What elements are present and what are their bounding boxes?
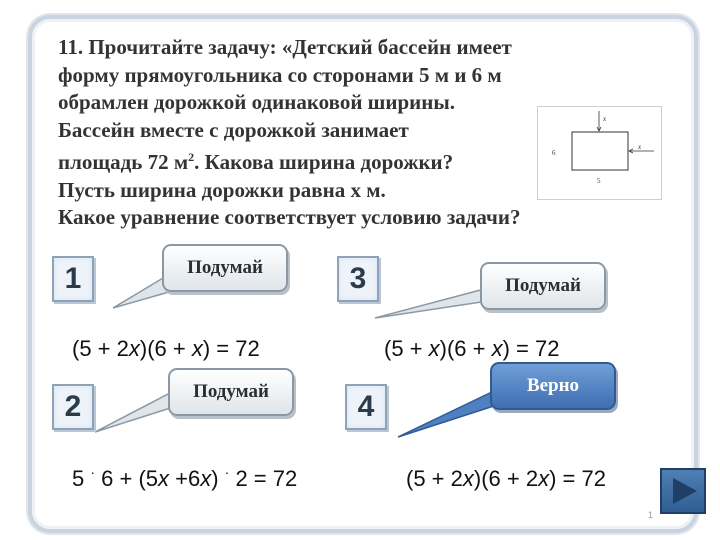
- label-side-6: 6: [552, 149, 556, 157]
- variable: x: [158, 466, 170, 491]
- answer-text: )(6 +: [439, 336, 492, 361]
- question-line: форму прямоугольника со сторонами 5 м и 6 м: [58, 62, 502, 87]
- answer-option-3[interactable]: [384, 336, 559, 362]
- hint-callout-2[interactable]: Подумай: [168, 368, 294, 416]
- answer-text: ) = 72: [202, 336, 260, 361]
- variable: x: [462, 466, 474, 491]
- answer-text: )(6 + 2: [473, 466, 539, 491]
- variable: x: [428, 336, 440, 361]
- area-question: . Какова ширина дорожки?: [194, 150, 454, 174]
- variable: x: [491, 336, 503, 361]
- option-number-2[interactable]: 2: [52, 384, 94, 430]
- answer-text: 6 + (5: [95, 466, 159, 491]
- answer-text: (5 +: [384, 336, 429, 361]
- option-number-3[interactable]: 3: [337, 256, 379, 302]
- hint-callout-3[interactable]: Подумай: [480, 262, 606, 310]
- answer-text: ) = 72: [549, 466, 606, 491]
- question-text: [58, 34, 618, 232]
- pool-rectangle: [572, 132, 628, 170]
- question-line: Бассейн вместе с дорожкой занимает: [58, 117, 409, 142]
- option-number-4[interactable]: 4: [345, 384, 387, 430]
- variable: x: [128, 336, 140, 361]
- correct-callout-4[interactable]: Верно: [490, 362, 616, 410]
- page-number: 1: [648, 510, 654, 520]
- variable: x: [538, 466, 550, 491]
- next-slide-button[interactable]: [660, 468, 706, 514]
- area-text: площадь 72 м: [58, 150, 189, 174]
- label-x-right: x: [638, 143, 642, 151]
- answer-option-4[interactable]: [406, 466, 606, 492]
- pool-diagram: [537, 106, 662, 200]
- question-line: обрамлен дорожкой одинаковой ширины.: [58, 90, 456, 114]
- pool-diagram-svg: [538, 107, 661, 199]
- option-number-1[interactable]: 1: [52, 256, 94, 302]
- question-line: Пусть ширина дорожки равна х м.: [58, 177, 386, 202]
- answer-text: )(6 +: [139, 336, 192, 361]
- question-line: Какое уравнение соответствует условию задачи?: [58, 205, 521, 229]
- answer-text: 5: [72, 466, 91, 491]
- play-next-icon: [662, 470, 704, 512]
- answer-text: ): [211, 466, 225, 491]
- answer-option-1[interactable]: [72, 336, 260, 362]
- hint-callout-1[interactable]: Подумай: [162, 244, 288, 292]
- answer-text: ) = 72: [502, 336, 560, 361]
- label-x-top: x: [603, 115, 607, 123]
- label-side-5: 5: [597, 177, 601, 185]
- question-line: [58, 144, 618, 177]
- answer-option-2[interactable]: [72, 466, 297, 492]
- superscript: 2: [188, 150, 195, 164]
- multiply-dot: ·: [90, 464, 96, 480]
- variable: x: [191, 336, 203, 361]
- answer-text: +6: [169, 466, 201, 491]
- question-line: 11. Прочитайте задачу: «Детский бассейн имеет: [58, 35, 512, 59]
- answer-text: 2 = 72: [229, 466, 298, 491]
- variable: x: [200, 466, 212, 491]
- answer-text: (5 + 2: [72, 336, 129, 361]
- answer-text: (5 + 2: [406, 466, 463, 491]
- multiply-dot: ·: [224, 464, 230, 480]
